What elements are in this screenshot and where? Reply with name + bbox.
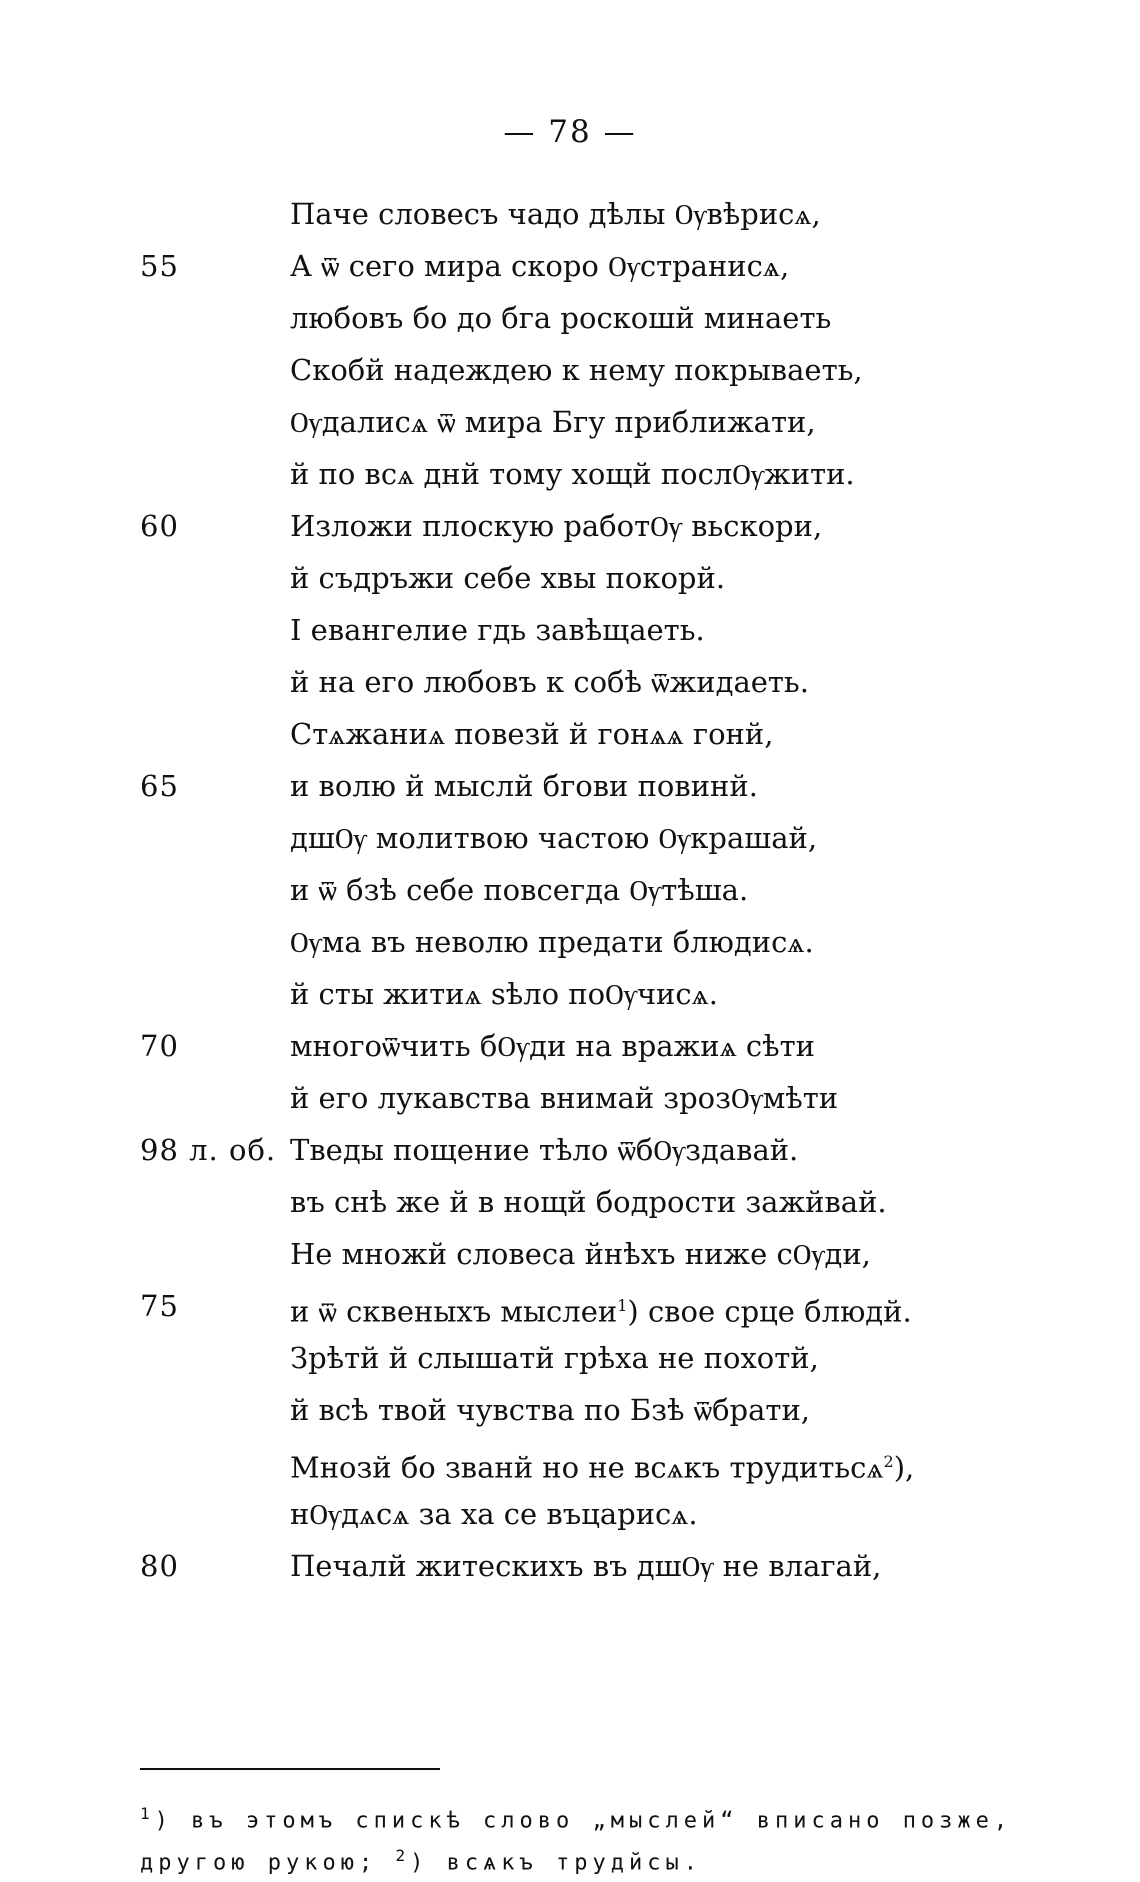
verse-line: [0, 344, 1140, 396]
verse-text: и ѿ бзѣ себе повсегда Ѹтѣша.: [290, 873, 749, 907]
verse-text: любовъ бо до бга роскошй минаеть: [290, 301, 832, 335]
verse-line: [0, 1228, 1140, 1280]
footnote-mark[interactable]: 1: [617, 1296, 628, 1315]
verse-text: Зрѣтй й слышатй грѣха не похотй,: [290, 1341, 819, 1375]
verse-text: Не множй словеса йнѣхъ ниже сѸди,: [290, 1237, 871, 1271]
line-number: 65: [140, 769, 179, 803]
verse-text: Тведы пощение тѣло ѿбѸздавай.: [290, 1133, 799, 1167]
folio-reference: 98 л. об.: [140, 1133, 277, 1167]
verse-text: І евангелие гдь завѣщаеть.: [290, 613, 705, 647]
verse-text: Скобй надеждею к нему покрываеть,: [290, 353, 863, 387]
verse-line: [0, 864, 1140, 916]
verse-line: [0, 1176, 1140, 1228]
verse-line: [0, 708, 1140, 760]
verse-line: [0, 1280, 1140, 1332]
line-number: 75: [140, 1289, 179, 1323]
footnote-divider: [140, 1768, 440, 1770]
verse-text: й на его любовъ к собѣ ѿжидаеть.: [290, 665, 809, 699]
verse-text: Изложи плоскую работѸ вьскори,: [290, 509, 823, 543]
verse-text: Ѹма въ неволю предати блюдисѧ.: [290, 925, 814, 959]
verse-line: [0, 968, 1140, 1020]
verse-text: Печалй житескихъ въ дшѸ не влагай,: [290, 1549, 882, 1583]
footnote-continuation: [140, 1846, 1040, 1876]
line-number: 70: [140, 1029, 179, 1063]
verse-line: [0, 656, 1140, 708]
footnote-1: [140, 1804, 1040, 1833]
verse-text: й съдръжи себе хвы покорй.: [290, 561, 726, 595]
verse-line: [0, 292, 1140, 344]
verse-line: [0, 552, 1140, 604]
verse-text: и волю й мыслй бгови повинй.: [290, 769, 758, 803]
line-number: 60: [140, 509, 179, 543]
footnote-1-continuation: другою рукою;: [140, 1850, 378, 1876]
verse-text: и ѿ сквеныхъ мыслеи$^1$) свое срце блюдй.: [290, 1294, 912, 1329]
footnote-2-text: ) всѧкъ трудйсы.: [410, 1850, 702, 1876]
verse-text: й всѣ твой чувства по Бзѣ ѿбрати,: [290, 1393, 810, 1427]
verse-line: [0, 448, 1140, 500]
verse-line: [0, 1384, 1140, 1436]
verse-line: [0, 1332, 1140, 1384]
verse-line: [0, 240, 1140, 292]
footnote-1-text: ) въ этомъ спискѣ слово „мыслей“ вписано позже,: [154, 1808, 1013, 1834]
verse-text: Ѹдалисѧ ѿ мира Бгу приближати,: [290, 405, 816, 439]
line-number: 55: [140, 249, 179, 283]
verse-line: [0, 188, 1140, 240]
verse-line: [0, 1124, 1140, 1176]
verse-line: [0, 760, 1140, 812]
verse-text: й сты житиѧ ѕѣло поѸчисѧ.: [290, 977, 718, 1011]
verse-text: й по всѧ днй тому хощй послѸжити.: [290, 457, 855, 491]
verse-line: [0, 1540, 1140, 1592]
line-number: 80: [140, 1549, 179, 1583]
verse-text: Стѧжаниѧ повезй й гонѧѧ гонй,: [290, 717, 774, 751]
footnote-1-mark: 1: [140, 1804, 155, 1823]
verse-text: въ снѣ же й в нощй бодрости зажйвай.: [290, 1185, 887, 1219]
page-number: — 78 —: [503, 114, 637, 150]
footnote-mark[interactable]: 2: [883, 1452, 894, 1471]
verse-line: [0, 812, 1140, 864]
verse-text: й его лукавства внимай зрозѸмѣти: [290, 1081, 839, 1115]
verse-line: [0, 604, 1140, 656]
verse-line: [0, 1020, 1140, 1072]
verse-text: Мнозй бо званй но не всѧкъ трудитьсѧ$^2$),: [290, 1450, 915, 1485]
verse-line: [0, 396, 1140, 448]
verse-line: [0, 1436, 1140, 1488]
verse-text: дшѸ молитвою частою Ѹкрашай,: [290, 821, 818, 855]
verse-text: многоѿчить бѸди на вражиѧ сѣти: [290, 1029, 815, 1063]
verse-text: нѸдѧсѧ за ха се въцарисѧ.: [290, 1497, 698, 1531]
verse-line: [0, 500, 1140, 552]
verse-list: [0, 188, 1140, 1592]
verse-line: [0, 916, 1140, 968]
verse-line: [0, 1072, 1140, 1124]
verse-line: [0, 1488, 1140, 1540]
verse-text: Паче словесъ чадо дѣлы Ѹвѣрисѧ,: [290, 197, 821, 231]
footnote-2-mark: 2: [395, 1846, 411, 1865]
verse-text: А ѿ сего мира скоро Ѹстранисѧ,: [290, 249, 790, 283]
